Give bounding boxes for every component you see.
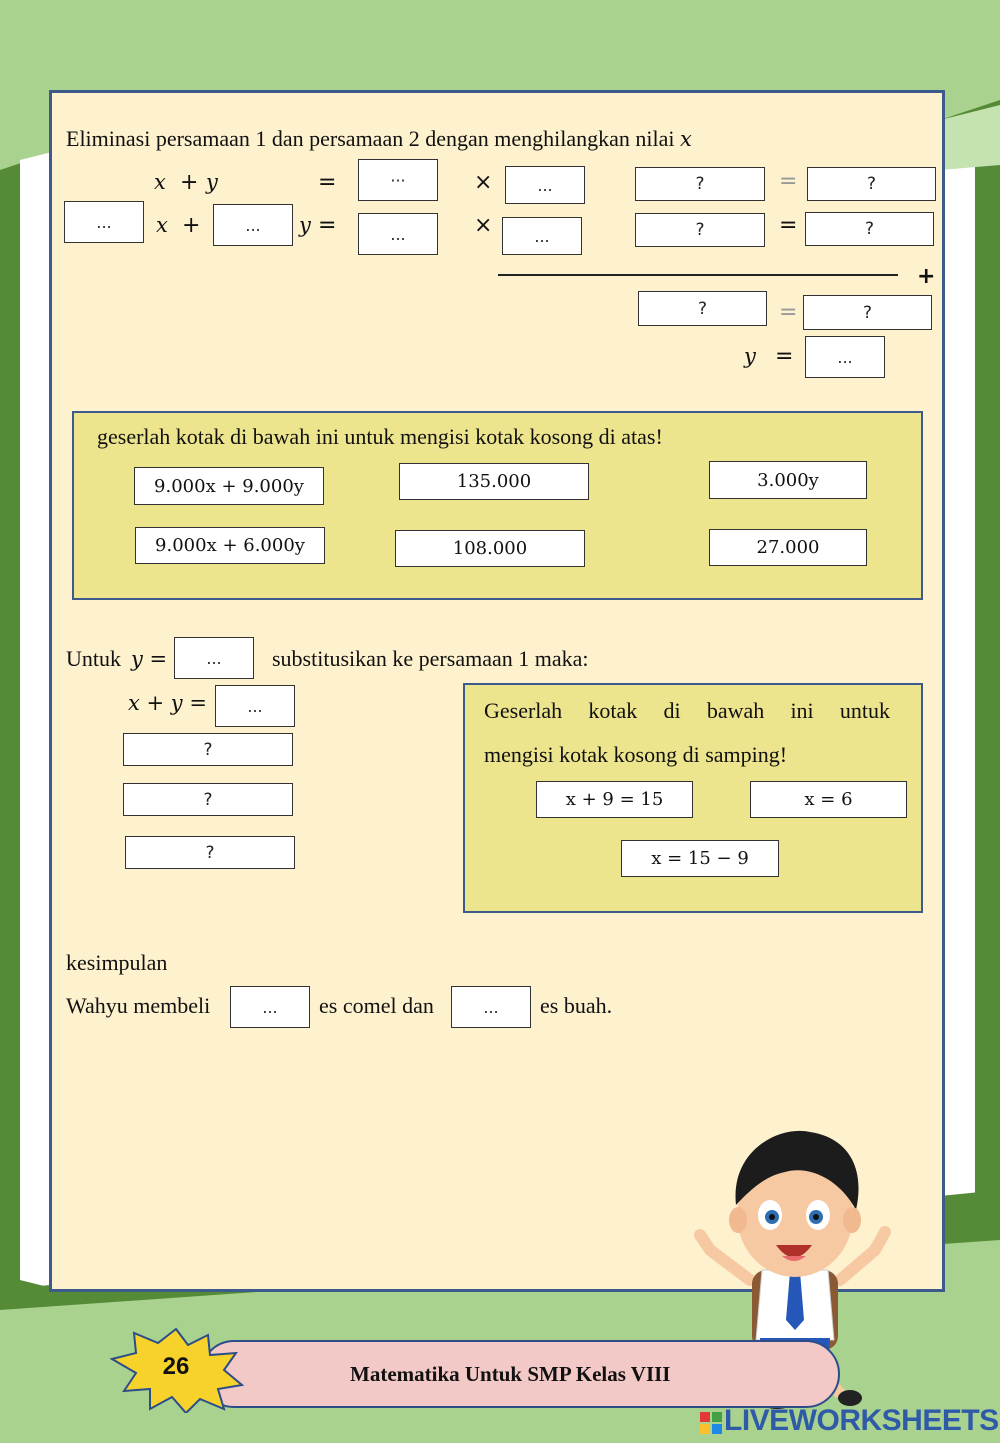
panel2-instruction-line1 [484, 698, 890, 724]
tile-3000y[interactable]: 3.000y [709, 461, 867, 499]
eq1-equals-2: = [779, 169, 798, 194]
blank-eq2-const[interactable]: ... [358, 213, 438, 255]
drop-eq2-left[interactable]: ? [635, 213, 765, 247]
eq1-equals: = [318, 170, 337, 195]
book-title: Matematika Untuk SMP Kelas VIII [350, 1362, 671, 1386]
blank-eq2-multiplier[interactable]: ... [502, 217, 582, 255]
section2-intro-pre: Untuk [66, 646, 121, 671]
y-label: y [744, 344, 756, 368]
word: untuk [839, 698, 890, 723]
blank-eq1-multiplier[interactable]: ... [505, 166, 585, 204]
substitution-equation: x + y = [128, 691, 207, 715]
drop-result-left[interactable]: ? [638, 291, 767, 326]
panel1-instruction: geserlah kotak di bawah ini untuk mengisi kotak kosong di atas! [97, 424, 663, 449]
title-variable: x [679, 127, 692, 151]
result-equals: = [779, 300, 798, 325]
word: bawah [706, 698, 765, 723]
tile-x-eq-15-minus-9[interactable]: x = 15 − 9 [621, 840, 779, 877]
eq1-times: × [474, 170, 493, 195]
blank-eq2-x-coef[interactable]: ... [64, 201, 144, 243]
word: ini [790, 698, 814, 723]
tile-27000[interactable]: 27.000 [709, 529, 867, 566]
eq2-times: × [474, 213, 493, 238]
tile-x-eq-6[interactable]: x = 6 [750, 781, 907, 818]
word: Geserlah [484, 698, 563, 723]
eq1-plus: + [180, 170, 199, 195]
section1-title: Eliminasi persamaan 1 dan persamaan 2 dengan menghilangkan nilai x [66, 126, 692, 151]
eq2-equals: = [318, 213, 337, 238]
tile-108000[interactable]: 108.000 [395, 530, 585, 567]
drop-result-right[interactable]: ? [803, 295, 932, 330]
drop-eq1-left[interactable]: ? [635, 167, 765, 201]
word: kotak [588, 698, 638, 723]
addition-plus: + [917, 264, 936, 289]
word: di [663, 698, 681, 723]
y-equals: = [775, 344, 794, 369]
eq1-x: x [154, 170, 166, 194]
eq2-y: y [299, 213, 311, 237]
blank-es-comel[interactable]: ... [230, 986, 310, 1028]
liveworksheets-logo-icon [700, 1412, 722, 1434]
brand-logo-text: LIVEWORKSHEETS [724, 1404, 999, 1437]
conclusion-post: es buah. [540, 993, 613, 1018]
drop-step-2[interactable]: ? [123, 783, 293, 816]
eq2-x: x [156, 213, 168, 237]
drop-eq1-right[interactable]: ? [807, 167, 936, 201]
blank-substitute-y[interactable]: ... [174, 637, 254, 679]
blank-y-value[interactable]: ... [805, 336, 885, 378]
blank-es-buah[interactable]: ... [451, 986, 531, 1028]
conclusion-mid: es comel dan [319, 993, 434, 1018]
drop-step-3[interactable]: ? [125, 836, 295, 869]
page-number: 26 [162, 1353, 190, 1380]
blank-substitution-rhs[interactable]: ... [215, 685, 295, 727]
section2-intro-var: y = [131, 647, 168, 671]
drop-step-1[interactable]: ? [123, 733, 293, 766]
blank-eq2-y-coef[interactable]: ... [213, 204, 293, 246]
tile-9000x-9000y[interactable]: 9.000x + 9.000y [134, 467, 324, 505]
addition-line [498, 274, 898, 276]
panel2-instruction-line2: mengisi kotak kosong di samping! [484, 742, 788, 767]
eq2-plus: + [182, 213, 201, 238]
conclusion-heading: kesimpulan [66, 950, 168, 975]
tile-x-plus-9-eq-15[interactable]: x + 9 = 15 [536, 781, 693, 818]
section2-intro-post: substitusikan ke persamaan 1 maka: [272, 646, 589, 671]
eq2-equals-2: = [779, 213, 798, 238]
drop-eq2-right[interactable]: ? [805, 212, 934, 246]
conclusion-pre: Wahyu membeli [66, 993, 211, 1018]
eq1-y: y [206, 170, 218, 194]
tile-9000x-6000y[interactable]: 9.000x + 6.000y [135, 527, 325, 564]
blank-eq1-const[interactable]: ··· [358, 159, 438, 201]
tile-135000[interactable]: 135.000 [399, 463, 589, 500]
